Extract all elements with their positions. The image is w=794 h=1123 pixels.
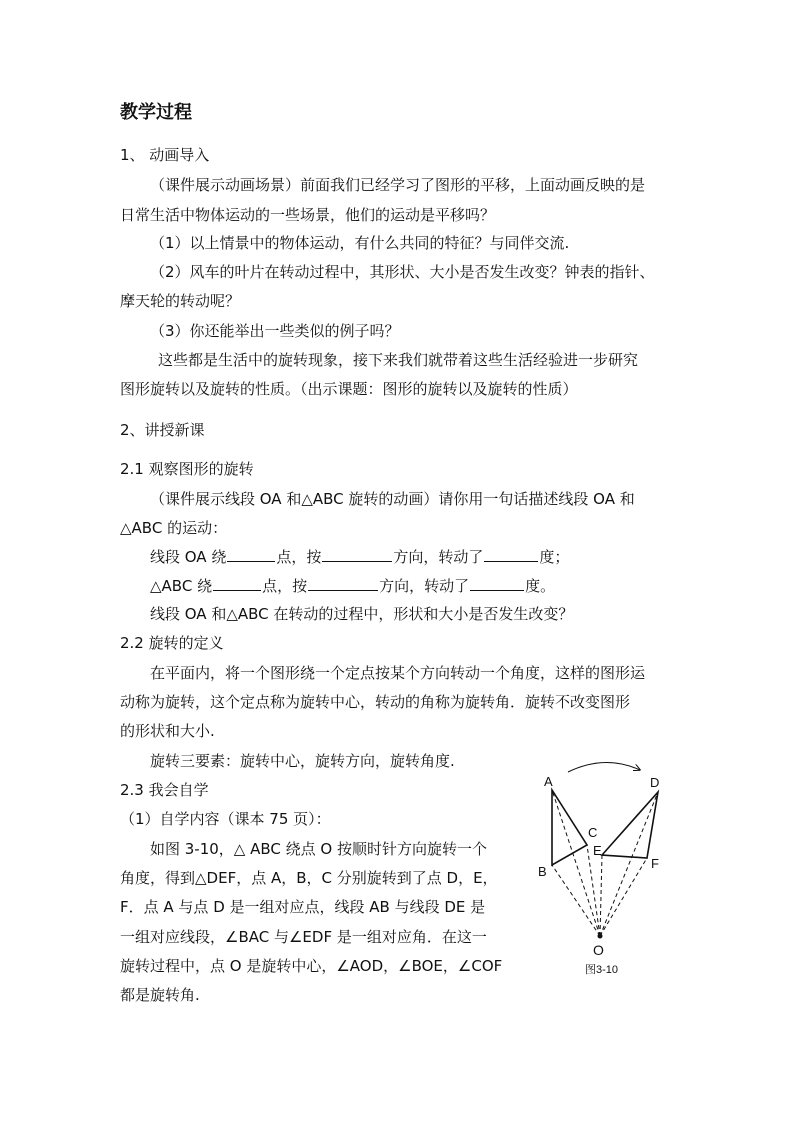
label-o: O (593, 942, 604, 958)
fill-text: 方向，转动了 (379, 577, 470, 595)
label-a: A (544, 774, 553, 789)
s1-summary-line: 这些都是生活中的旋转现象，接下来我们就带着这些生活经验进一步研究 (158, 351, 639, 369)
answer-blank[interactable] (484, 547, 538, 562)
rotation-figure (530, 760, 680, 980)
s1-question-3: （3）你还能举出一些类似的例子吗？ (150, 322, 400, 340)
fill-text: 度； (539, 548, 570, 566)
fill-in-line-2 (150, 576, 555, 596)
three-elements-line: 旋转三要素：旋转中心，旋转方向，旋转角度. (150, 752, 455, 770)
ray-oe (600, 855, 602, 936)
definition-line: 动称为旋转，这个定点称为旋转中心，转动的角称为旋转角．旋转不改变图形 (120, 693, 631, 711)
subsection-2-1-title: 2.1 观察图形的旋转 (120, 460, 254, 478)
definition-line: 在平面内，将一个图形绕一个定点按某个方向转动一个角度，这样的图形运 (150, 664, 646, 682)
fill-text: 线段 OA 绕 (150, 548, 227, 566)
answer-blank[interactable] (470, 576, 524, 591)
figure-caption: 图3-10 (585, 964, 619, 976)
answer-blank[interactable] (308, 576, 378, 591)
fill-text: △ABC 绕 (150, 577, 213, 595)
rotation-rays (552, 790, 658, 936)
fill-text: 点，按 (262, 577, 308, 595)
fill-text: 方向，转动了 (393, 548, 484, 566)
page-title: 教学过程 (120, 102, 192, 123)
ray-od (600, 792, 658, 936)
s21-paragraph-line: （课件展示线段 OA 和△ABC 旋转的动画）请你用一句话描述线段 OA 和 (150, 490, 635, 508)
label-f: F (651, 856, 659, 871)
s1-summary-line: 图形旋转以及旋转的性质。（出示课题：图形的旋转以及旋转的性质） (120, 380, 578, 398)
answer-blank[interactable] (322, 547, 392, 562)
self-study-line: 如图 3-10，△ ABC 绕点 O 按顺时针方向旋转一个 (150, 840, 487, 858)
ray-oc (587, 845, 600, 936)
fill-text: 度。 (525, 577, 556, 595)
definition-line: 的形状和大小. (120, 722, 215, 740)
section-2-title: 2、讲授新课 (120, 421, 205, 439)
fill-text: 点，按 (276, 548, 322, 566)
s1-question-2-line: （2）风车的叶片在转动过程中，其形状、大小是否发生改变？钟表的指针、 (150, 263, 655, 281)
triangle-def (602, 792, 658, 858)
subsection-2-3-title: 2.3 我会自学 (120, 781, 209, 799)
label-d: D (650, 775, 660, 790)
s21-paragraph-line: △ABC 的运动： (120, 519, 228, 537)
ray-of (600, 858, 647, 936)
triangle-abc (552, 790, 587, 865)
self-study-line: F．点 A 与点 D 是一组对应点，线段 AB 与线段 DE 是 (120, 898, 486, 916)
s1-question-2-line: 摩天轮的转动呢？ (120, 292, 241, 310)
ray-oa (552, 790, 600, 936)
rotation-arrow (568, 762, 640, 772)
label-b: B (538, 864, 547, 879)
section-1-title: 1、 动画导入 (120, 146, 210, 164)
label-c: C (588, 825, 598, 840)
s1-question-1: （1）以上情景中的物体运动，有什么共同的特征？与同伴交流. (150, 234, 570, 252)
fill-in-line-1 (150, 547, 569, 567)
label-e: E (593, 843, 602, 858)
s21-question: 线段 OA 和△ABC 在转动的过程中，形状和大小是否发生改变？ (150, 605, 574, 623)
self-study-line: 角度，得到△DEF，点 A，B，C 分别旋转到了点 D，E， (120, 869, 498, 887)
center-point-o (598, 934, 603, 939)
answer-blank[interactable] (213, 576, 261, 591)
ray-ob (552, 865, 600, 936)
answer-blank[interactable] (227, 547, 275, 562)
self-study-label: （1）自学内容（课本 75 页）： (120, 810, 331, 828)
subsection-2-2-title: 2.2 旋转的定义 (120, 634, 224, 652)
self-study-line: 旋转过程中，点 O 是旋转中心，∠AOD，∠BOE，∠COF (120, 957, 503, 975)
s1-paragraph-line: 日常生活中物体运动的一些场景，他们的运动是平移吗？ (120, 206, 496, 224)
self-study-line: 一组对应线段，∠BAC 与∠EDF 是一组对应角．在这一 (120, 928, 487, 946)
self-study-line: 都是旋转角. (120, 986, 200, 1004)
s1-paragraph-line: （课件展示动画场景）前面我们已经学习了图形的平移，上面动画反映的是 (150, 176, 646, 194)
